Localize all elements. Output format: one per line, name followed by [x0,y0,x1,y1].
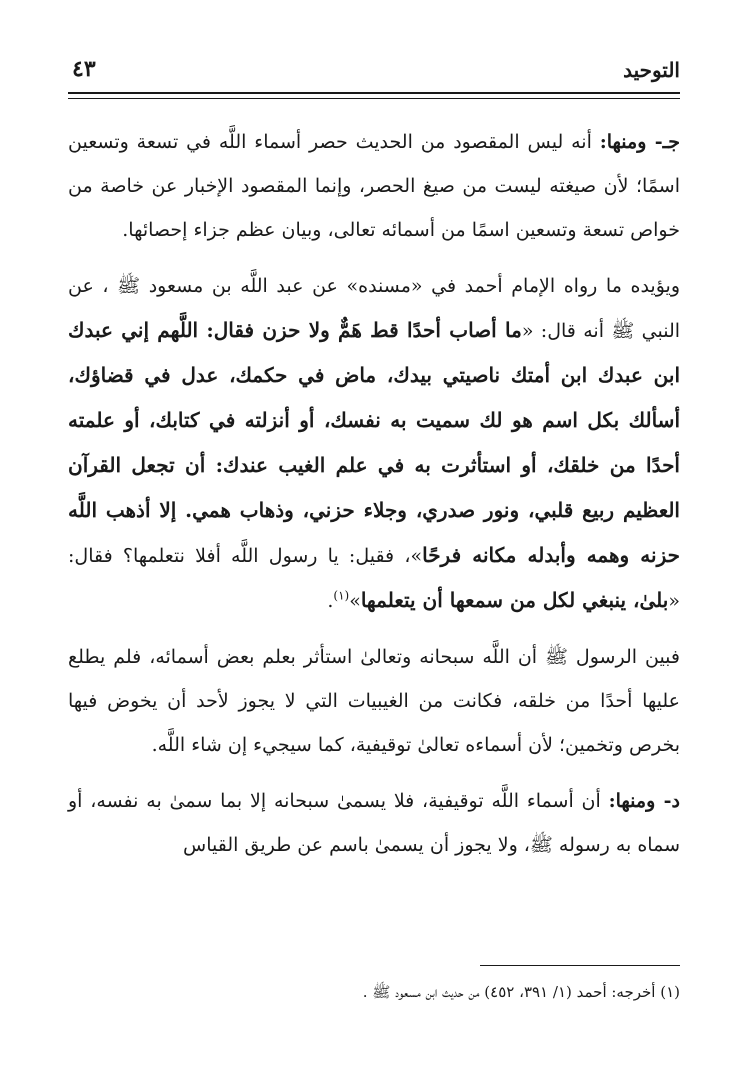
hadith-text: ما أصاب أحدًا قط هَمٌّ ولا حزن فقال: اللَّهم إني عبدك ابن عبدك ابن أمتك ناصيتي بيدك، ماض في حكمك، عدل في قضاؤك، أسألك بكل اسم هو لك سميت به نفسك، أو أنزلته في كتابك، أو علمته أحدًا من خلقك، أو استأثرت به في علم الغيب عندك: أن تجعل القرآن العظيم ربيع قلبي، ونور صدري، وجلاء حزني، وذهاب همي. إلا أذهب اللَّه حزنه وهمه وأبدله مكانه فرحًا [68,318,680,567]
document-page [68,50,680,1050]
paragraph-2-end: . [327,590,334,612]
paragraph-3 [68,635,680,767]
paragraph-4-lead: د- ومنها: [608,790,680,812]
paragraph-2-text-c: » [349,590,361,612]
running-title: التوحيد [623,58,680,82]
paragraph-4-text: أن أسماء اللَّه توقيفية، فلا يسمىٰ سبحانه إلا بما سمىٰ به نفسه، أو سماه به رسوله ﷺ، ولا يجوز أن يسمىٰ باسم عن طريق القياس [68,790,680,856]
paragraph-1-lead: جـ- ومنها: [599,131,680,153]
hadith-answer: بلىٰ، ينبغي لكل من سمعها أن يتعلمها [360,588,669,612]
page-body [68,120,680,879]
footnote-ref: (١) [333,588,350,603]
paragraph-4 [68,779,680,867]
header-rule-thin [68,98,680,99]
page-header [68,50,680,90]
paragraph-2-text-a: ويؤيده ما رواه الإمام أحمد في «مسنده» عن عبد اللَّه بن مسعود ﷺ ، عن النبي ﷺ أنه قال: « [68,275,681,342]
paragraph-2 [68,264,680,623]
paragraph-1-text: أنه ليس المقصود من الحديث حصر أسماء اللَّه في تسعة وتسعين اسمًا؛ لأن صيغته ليست من صيغ الحصر، وإنما المقصود الإخبار عن خاصة من خواص تسعة وتسعين اسمًا من أسمائه تعالى، وبيان عظم جزاء إحصائها. [68,131,680,241]
footnote: (١) أخرجه: أحمد (١/ ٣٩١، ٤٥٢) من حديث ابن مسعود ﷺ . [362,983,680,1001]
paragraph-3-text: فبين الرسول ﷺ أن اللَّه سبحانه وتعالىٰ استأثر بعلم بعض أسمائه، فلم يطلع عليها أحدًا من خلقه، فكانت من الغيبيات التي لا يجوز لأحد أن يخوض فيها بخرص وتخمين؛ لأن أسماءه تعالىٰ توقيفية، كما سيجيء إن شاء اللَّه. [68,646,680,756]
footnote-rule [480,965,680,966]
paragraph-1 [68,120,680,252]
header-rule [68,92,680,94]
page-number: ٤٣ [72,56,96,82]
paragraph-2-text-b: »، فقيل: يا رسول اللَّه أفلا نتعلمها؟ فقال: « [68,545,680,612]
